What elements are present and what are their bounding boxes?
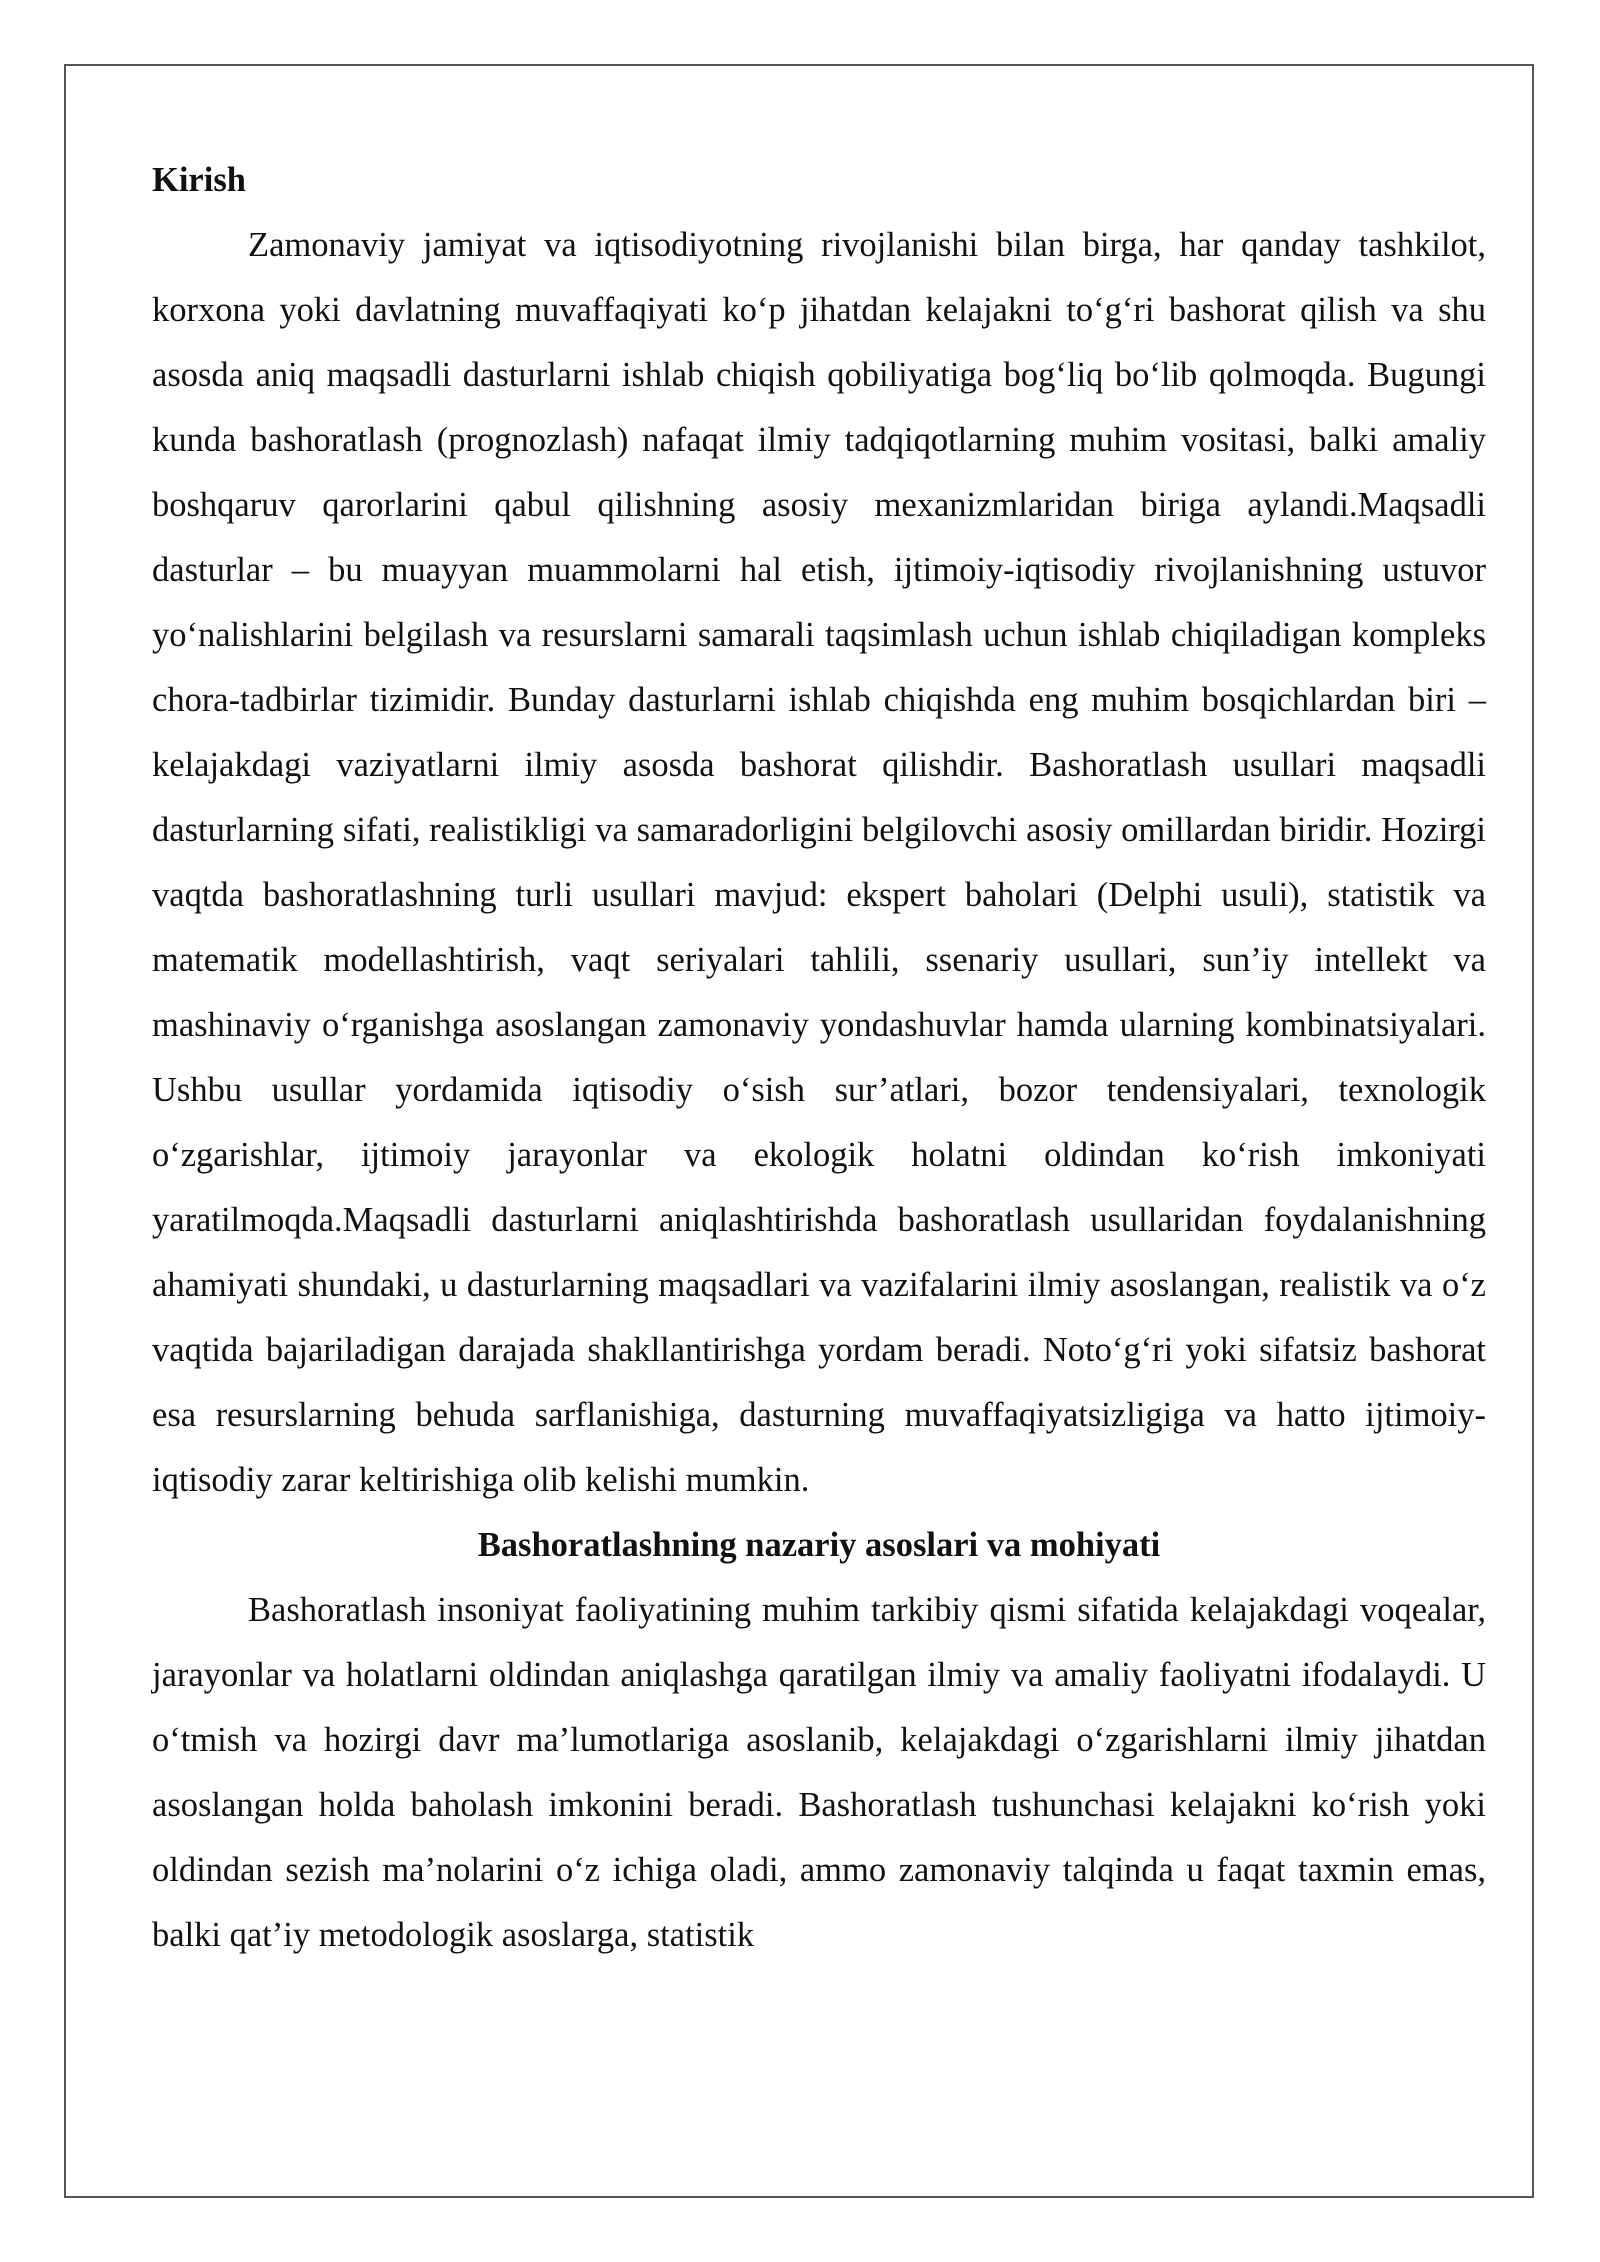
section-heading-intro: Kirish xyxy=(152,161,246,199)
intro-paragraph: Zamonaviy jamiyat va iqtisodiyotning rivojlanishi bilan birga, har qanday tashkilot, korxona yoki davlatning muvaffaqiyati ko‘p jihatdan kelajakni to‘g‘ri bashorat qilish va shu asosda aniq maqsadli dasturlarni ishlab chiqish qobiliyatiga bog‘liq bo‘lib qolmoqda. Bugungi kunda bashoratlash (prognozlash) nafaqat ilmiy tadqiqotlarning muhim vositasi, balki amaliy boshqaruv qarorlarini qabul qilishning asosiy mexanizmlaridan biriga aylandi.Maqsadli dasturlar – bu muayyan muammolarni hal etish, ijtimoiy-iqtisodiy rivojlanishning ustuvor yo‘nalishlarini belgilash va resurslarni samarali taqsimlash uchun ishlab chiqiladigan kompleks chora-tadbirlar tizimidir. Bunday dasturlarni ishlab chiqishda eng muhim bosqichlardan biri – kelajakdagi vaziyatlarni ilmiy asosda bashorat qilishdir. Bashoratlash usullari maqsadli dasturlarning sifati, realistikligi va samaradorligini belgilovchi asosiy omillardan biridir. Hozirgi vaqtda bashoratlashning turli usullari mavjud: ekspert baholari (Delphi usuli), statistik va matematik modellashtirish, vaqt seriyalari tahlili, ssenariy usullari, sun’iy intellekt va mashinaviy o‘rganishga asoslangan zamonaviy yondashuvlar hamda ularning kombinatsiyalari. Ushbu usullar yordamida iqtisodiy o‘sish sur’atlari, bozor tendensiyalari, texnologik o‘zgarishlar, ijtimoiy jarayonlar va ekologik holatni oldindan ko‘rish imkoniyati yaratilmoqda.Maqsadli dasturlarni aniqlashtirishda bashoratlash usullaridan foydalanishning ahamiyati shundaki, u dasturlarning maqsadlari va vazifalarini ilmiy asoslangan, realistik va o‘z vaqtida bajariladigan darajada shakllantirishga yordam beradi. Noto‘g‘ri yoki sifatsiz bashorat esa resurslarning behuda sarflanishiga, dasturning muvaffaqiyatsizligiga va hatto ijtimoiy-iqtisodiy zarar keltirishiga olib kelishi mumkin. xyxy=(152,226,1486,1499)
theory-paragraph: Bashoratlash insoniyat faoliyatining muhim tarkibiy qismi sifatida kelajakdagi voqealar, jarayonlar va holatlarni oldindan aniqlashga qaratilgan ilmiy va amaliy faoliyatni ifodalaydi. U o‘tmish va hozirgi davr ma’lumotlariga asoslanib, kelajakdagi o‘zgarishlarni ilmiy jihatdan asoslangan holda baholash imkonini beradi. Bashoratlash tushunchasi kelajakni ko‘rish yoki oldindan sezish ma’nolarini o‘z ichiga oladi, ammo zamonaviy talqinda u faqat taxmin emas, balki qat’iy metodologik asoslarga, statistik xyxy=(152,1591,1486,1954)
section-heading-theory: Bashoratlashning nazariy asoslari va mohiyati xyxy=(477,1526,1161,1564)
document-body xyxy=(152,148,1486,1968)
